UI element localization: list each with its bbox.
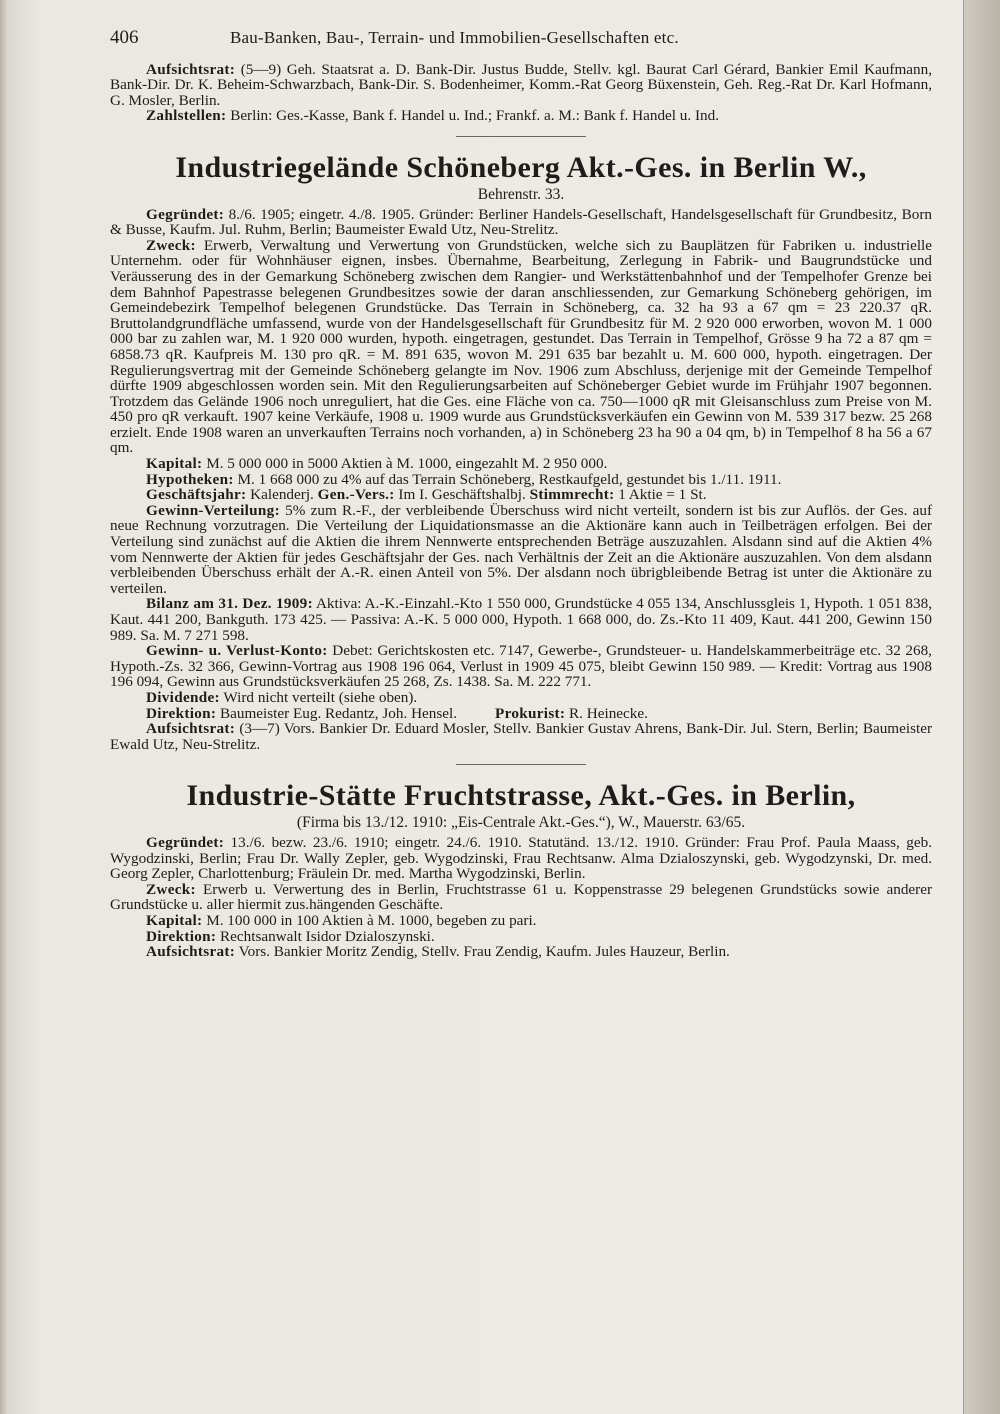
running-header [110,27,932,48]
c2-gegruendet: Gegründet: 13./6. bezw. 23./6. 1910; eingetr. 24./6. 1910. Statutänd. 13./12. 1910. Gründer: Frau Prof. Paula Maass, geb. Wygodzinski, Berlin; Frau Dr. Wally Zepler, geb. Wygodzinski, Frau Rechtsanw. Alma Dzialoszynski, geb. Wygodzynski, Dr. med. Georg Zepler, Charlottenburg; Fräulein Dr. med. Martha Wygodzinski, Berlin. [110,833,932,883]
company-title: Industriegelände Schöneberg Akt.-Ges. in Berlin W., [175,150,867,184]
c1-geschaeftsjahr: Geschäftsjahr: Kalenderj. Gen.-Vers.: Im I. Geschäftshalbj. Stimmrecht: 1 Aktie = 1 St. [146,486,707,504]
c1-direktion: Direktion: Baumeister Eug. Redantz, Joh. Hensel. Prokurist: R. Heinecke. [146,704,648,722]
previous-entry [110,62,932,124]
c1-kapital: Kapital: M. 5 000 000 in 5000 Aktien à M. 1000, eingezahlt M. 2 950 000. [146,455,608,473]
company-address: (Firma bis 13./12. 1910: „Eis-Centrale Akt.-Ges.“), W., Mauerstr. 63/65. [296,814,746,832]
c1-dividende: Dividende: Wird nicht verteilt (siehe oben). [146,688,418,706]
c2-zweck: Zweck: Erwerb u. Verwertung des in Berlin, Fruchtstrasse 61 u. Koppenstrasse 29 belegenen Grundstücks sowie anderer Grundstücke u. aller hiermit zus.hängenden Geschäfte. [110,880,933,914]
c1-gewinn-verteilung: Gewinn-Verteilung: 5% zum R.-F., der verbleibende Überschuss wird nicht verteilt, sondern ist bis zur Auflös. der Ges. auf neue Rechnung vorzutragen. Die Verteilung der Liquidationsmasse an die Aktionäre kann auch in Teilbeträgen erfolgen. Bei der Verteilung sind zunächst auf die Aktien die ihrem Nennwerte entsprechenden Beträge auszuzahlen. Alsdann sind auf die Aktien 4% vom Nennwerte der Aktien für jedes Geschäftsjahr der Ges. nach Verhältnis der Zeit an die Aktionäre auszuzahlen. Von dem alsdann verbleibenden Überschuss erhält der A.-R. einen Anteil von 5%. Der alsdann noch übrigbleibende Betrag ist unter die Aktionäre zu verteilen. [110,501,932,597]
company-entry-fruchtstrasse [110,779,932,959]
company-address: Behrenstr. 33. [477,185,565,203]
c1-zweck: Zweck: Erwerb, Verwaltung und Verwertung von Grundstücken, welche sich zu Bauplätzen für Fabriken u. industrielle Unternehm. oder für Wohnhäuser eignen, insbes. Übernahme, Bearbeitung, Zerlegung in Fabrik- und Baugrundstücke und Veräusserung des in der Gemarkung Schöneberg zwischen dem Rangier- und Werkstättenbahnhof und der Tempelhofer Grenze bei dem Bahnhof Papestrasse belegenen Grundbesitzes sowie der daran anschliessenden, zur Gemarkung Schöneberg gehörigen, im Gemeindebezirk Tempelhof belegenen Grundstücke. Das Terrain in Schöneberg, ca. 32 ha 93 a 67 qm = 23 220.37 qR. Bruttolandgrundfläche umfassend, wurde von der Handelsgesellschaft für Grundbesitz für M. 2 920 000 erworben, wovon M. 1 000 000 bar zu zahlen war, M. 1 920 000 wurden, hypoth. eingetragen, gestundet. Das Terrain in Tempelhof, Grösse 9 ha 72 a 87 qm = 6858.73 qR. Kaufpreis M. 130 pro qR. = M. 891 635, wovon M. 291 635 bar bezahlt u. M. 600 000, hypoth. eingetragen. Der Regulierungsvertrag mit der Gemeinde Schöneberg gelangte im Nov. 1906 zum Abschluss, derjenige mit der Gemeinde Tempelhof dürfte 1909 abgeschlossen worden sein. Mit den Regulierungsarbeiten auf Schöneberger Gebiet wurde im Frühjahr 1907 begonnen. Trotzdem das Gelände 1906 noch unreguliert, hat die Ges. eine Fläche von ca. 750—1000 qR mit Gleisanschluss zum Preise von M. 450 pro qR verkauft. 1907 keine Verkäufe, 1908 u. 1909 wurde aus Grundstücksverkäufen ein Gewinn von M. 539 317 bezw. 25 268 erzielt. Ende 1908 waren an unverkauften Terrains noch vorhanden, a) in Schöneberg 23 ha 90 a 04 qm, b) in Tempelhof 8 ha 56 a 67 qm. [110,236,932,457]
page-left-edge [0,0,8,1414]
company-title: Industrie-Stätte Fruchtstrasse, Akt.-Ges. in Berlin, [186,779,856,813]
c2-aufsichtsrat: Aufsichtsrat: Vors. Bankier Moritz Zendig, Stellv. Frau Zendig, Kaufm. Jules Hauzeur, Berlin. [146,943,730,961]
page-number: 406 [110,27,139,48]
prev-zahlstellen: Zahlstellen: Berlin: Ges.-Kasse, Bank f. Handel u. Ind.; Frankf. a. M.: Bank f. Handel u. Ind. [146,107,720,125]
c2-kapital: Kapital: M. 100 000 in 100 Aktien à M. 1000, begeben zu pari. [146,911,537,929]
page-content [110,27,933,961]
c1-gewinn-verlust-konto: Gewinn- u. Verlust-Konto: Debet: Gerichtskosten etc. 7147, Gewerbe-, Grundsteuer- u. Handelskammerbeiträge etc. 32 268, Hypoth.-Zs. 32 366, Gewinn-Vortrag aus 1908 196 064, Verlust in 1909 45 075, bleibt Gewinn 150 989. — Kredit: Vortrag aus 1908 196 094, Gewinn aus Grundstücksverkäufen 25 268, Zs. 1438. Sa. M. 222 771. [110,642,932,691]
company-entry-schoeneberg [110,151,932,752]
c2-direktion: Direktion: Rechtsanwalt Isidor Dzialoszynski. [146,927,435,945]
c1-gegruendet: Gegründet: 8./6. 1905; eingetr. 4./8. 1905. Gründer: Berliner Handels-Gesellschaft, Handelsgesellschaft für Grundbesitz, Born & Busse, Kaufm. Jul. Ruhm, Berlin; Baumeister Ewald Utz, Neu-Strelitz. [110,205,932,239]
prev-aufsichtsrat: Aufsichtsrat: (5—9) Geh. Staatsrat a. D. Bank-Dir. Justus Budde, Stellv. kgl. Baurat Carl Gérard, Bankier Emil Kaufmann, Bank-Dir. Dr. K. Beheim-Schwarzbach, Bank-Dir. S. Bodenheimer, Komm.-Rat Georg Büxenstein, Geh. Reg.-Rat Dr. Karl Hofmann, G. Mosler, Berlin. [110,60,932,109]
c1-hypotheken: Hypotheken: M. 1 668 000 zu 4% auf das Terrain Schöneberg, Restkaufgeld, gestundet bis 1./11. 1911. [146,470,782,488]
separator-rule [456,136,586,137]
c1-aufsichtsrat: Aufsichtsrat: (3—7) Vors. Bankier Dr. Eduard Mosler, Stellv. Bankier Gustav Ahrens, Bank-Dir. Jul. Stern, Berlin; Baumeister Ewald Utz, Neu-Strelitz. [110,720,933,753]
page-right-edge [963,0,1000,1414]
running-title: Bau-Banken, Bau-, Terrain- und Immobilien-Gesellschaften etc. [230,28,679,47]
separator-rule [456,764,586,765]
c1-bilanz: Bilanz am 31. Dez. 1909: Aktiva: A.-K.-Einzahl.-Kto 1 550 000, Grundstücke 4 055 134, Anschlussgleis 1, Hypoth. 1 051 838, Kaut. 441 200, Bankguth. 173 425. — Passiva: A.-K. 5 000 000, Hypoth. 1 668 000, do. Zs.-Kto 11 409, Kaut. 441 200, Gewinn 150 989. Sa. M. 7 271 598. [110,595,932,644]
